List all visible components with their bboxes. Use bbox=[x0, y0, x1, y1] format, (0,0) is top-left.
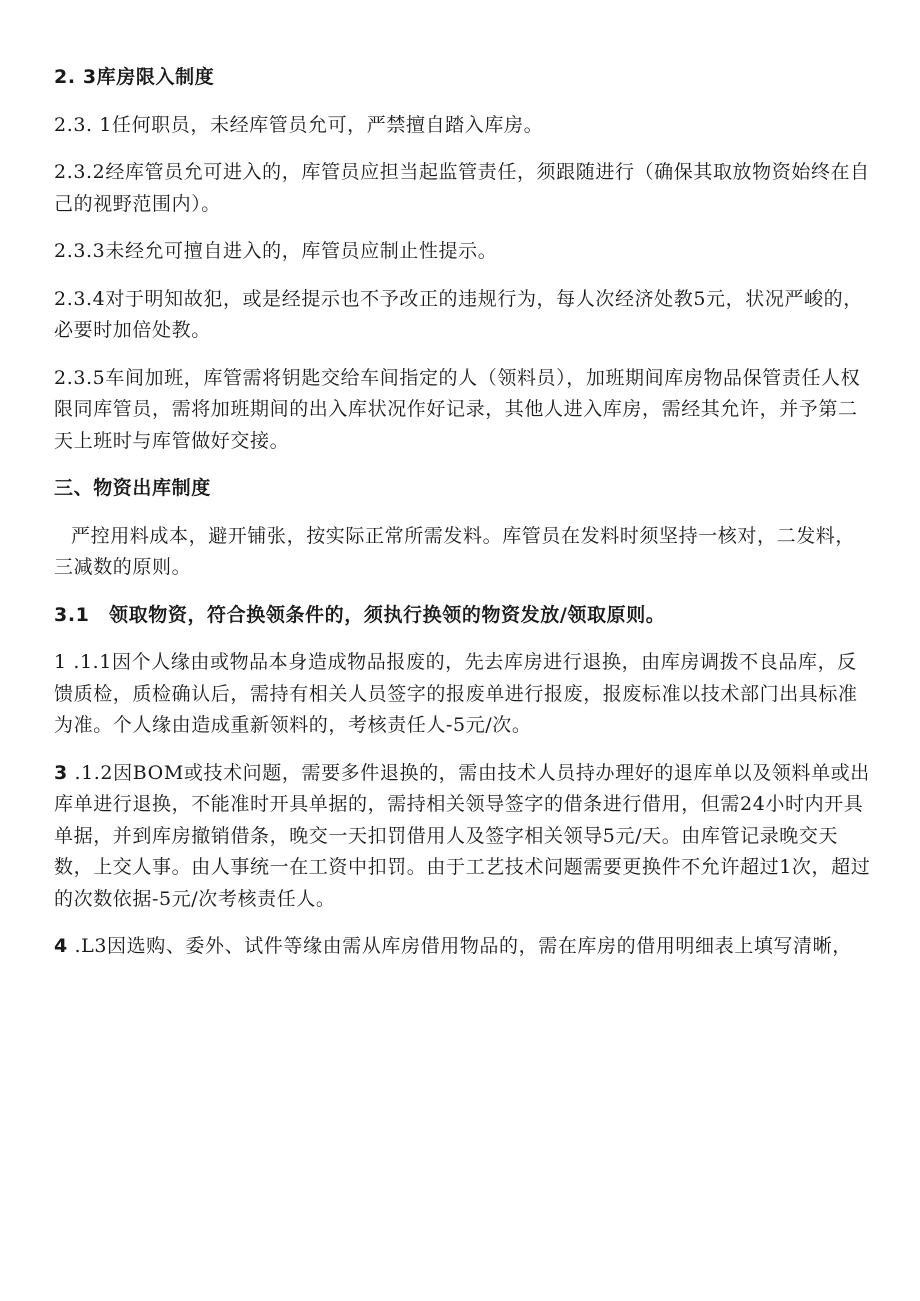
paragraph-2-3-3: 2.3.3未经允可擅自进入的，库管员应制止性提示。 bbox=[54, 240, 498, 262]
section-2-3-heading: 2. 3库房限入制度 bbox=[54, 66, 215, 88]
paragraph-1-1-1: 1 .1.1因个人缘由或物品本身造成物品报废的，先去库房进行退换，由库房调拨不良品库，反馈质检，质检确认后，需持有相关人员签字的报废单进行报废，报废标准以技术部门出具标准为准。个人缘由造成重新领料的，考核责任人-5元/次。 bbox=[54, 651, 858, 736]
paragraph-l3 bbox=[54, 931, 874, 963]
section-3-heading: 三、物资出库制度 bbox=[54, 477, 211, 499]
section-3-1-heading: 3.1 领取物资，符合换领条件的，须执行换领的物资发放/领取原则。 bbox=[54, 603, 666, 626]
paragraph-l3-number: 4 bbox=[54, 935, 68, 957]
paragraph-2-3-1: 2.3. 1任何职员，未经库管员允可，严禁擅自踏入库房。 bbox=[54, 113, 544, 136]
paragraph-1-1-2-number: 3 bbox=[54, 761, 68, 784]
paragraph-l3-text: .L3因选购、委外、试件等缘由需从库房借用物品的，需在库房的借用明细表上填写清晰， bbox=[67, 935, 852, 957]
paragraph-1-1-2 bbox=[54, 758, 874, 916]
paragraph-2-3-4: 2.3.4对于明知故犯，或是经提示也不予改正的违规行为，每人次经济处教5元，状况严峻的，必要时加倍处教。 bbox=[54, 287, 863, 341]
paragraph-2-3-5: 2.3.5车间加班，库管需将钥匙交给车间指定的人（领料员），加班期间库房物品保管责任人权限同库管员，需将加班期间的出入库状况作好记录，其他人进入库房，需经其允许，并予第二天上班时与库管做好交接。 bbox=[54, 366, 861, 452]
document-page bbox=[54, 62, 874, 979]
paragraph-1-1-2-text: .1.2因BOM或技术问题，需要多件退换的，需由技术人员持办理好的退库单以及领料单或出库单进行退换，不能准时开具单据的，需持相关领导签字的借条进行借用，但需24小时内开具单据，并到库房撤销借条，晚交一天扣罚借用人及签字相关领导5元/天。由库管记录晚交天数，上交人事。由人事统一在工资中扣罚。由于工艺技术问题需要更换件不允许超过1次，超过的次数依据-5元/次考核责任人。 bbox=[54, 761, 871, 910]
paragraph-2-3-2: 2.3.2经库管员允可进入的，库管员应担当起监管责任，须跟随进行（确保其取放物资始终在自己的视野范围内）。 bbox=[54, 161, 870, 215]
paragraph-3-intro: 严控用料成本，避开铺张，按实际正常所需发料。库管员在发料时须坚持一核对，二发料，三减数的原则。 bbox=[54, 524, 856, 578]
